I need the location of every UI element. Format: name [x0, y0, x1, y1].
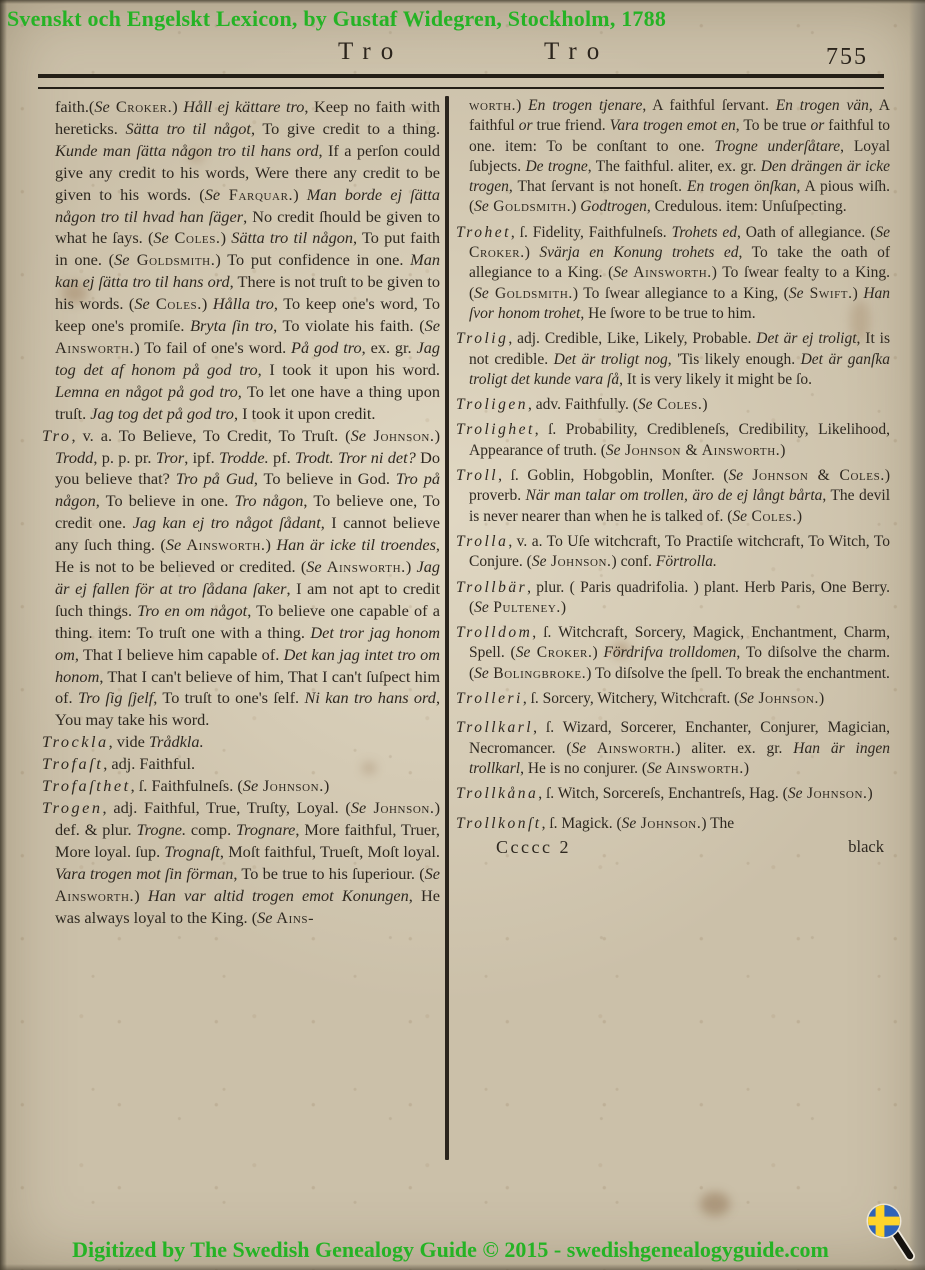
swedish-phrase: Förtrolla. — [655, 553, 717, 571]
text-run: , ſ. Fidelity, Faithfulneſs. — [510, 223, 672, 241]
dictionary-entry — [456, 466, 890, 527]
text-run: , To keep one's word, To keep one's promiſe. — [55, 294, 440, 336]
text-run: , To put faith in one. ( — [55, 228, 441, 270]
text-run: , A pious wiſh. ( — [469, 178, 891, 216]
text-run: ) — [819, 690, 825, 708]
swedish-phrase: Han är ingen trollkarl — [469, 739, 890, 777]
swedish-phrase: En trogen önſkan — [687, 178, 797, 196]
swedish-phrase: Han ſvor honom trohet — [469, 284, 891, 322]
headword: Trolig — [456, 330, 509, 348]
swedish-phrase: or — [810, 117, 825, 135]
digitization-caption-top: Svenskt och Engelskt Lexicon, by Gustaf Widegren, Stockholm, 1788 — [7, 6, 667, 31]
text-run: , ſ. Goblin, Hobgoblin, Monſter. ( — [498, 467, 729, 485]
reference: Johnson & Coles. — [743, 467, 885, 485]
text-run: , To truſt to one's ſelf. — [153, 688, 305, 708]
headword: Trollkonſt — [456, 814, 542, 832]
swedish-phrase: Tro någon — [234, 491, 304, 511]
signature-mark: Ccccc 2 — [496, 836, 571, 857]
headword: Tro — [42, 425, 72, 445]
text-run: ) — [592, 644, 604, 662]
text-run: , Oath of allegiance. ( — [737, 223, 876, 241]
text-run: ) — [780, 441, 786, 459]
text-run: ) To ſwear fealty to a King. ( — [469, 264, 890, 302]
text-run: , I cannot believe any ſuch thing. ( — [55, 513, 440, 555]
reference: Ainsworth. — [661, 759, 744, 777]
text-run: ) — [323, 776, 330, 796]
text-run: pf. — [268, 447, 295, 467]
swedish-phrase: Se — [474, 598, 489, 616]
swedish-phrase: Tro på någon — [55, 469, 440, 511]
text-run: ) conf. — [611, 553, 656, 571]
paper-stain — [700, 1192, 730, 1216]
text-columns — [42, 96, 890, 1160]
swedish-phrase: Tro en om något — [137, 600, 248, 620]
swedish-phrase: Se — [515, 644, 531, 662]
reference: Croker. — [530, 644, 593, 662]
text-run: , He is no conjurer. ( — [520, 759, 648, 777]
swedish-phrase: På god tro — [291, 337, 362, 357]
swedish-phrase: Se — [605, 441, 621, 459]
text-run: , He was always loyal to the King. ( — [55, 885, 441, 927]
text-run: , He is not to be believed or credited. ( — [55, 535, 440, 577]
swedish-phrase: Det är ej troligt — [756, 330, 857, 348]
swedish-phrase: Man kan ej ſätta tro til hans ord — [55, 250, 440, 292]
page-number: 755 — [826, 44, 868, 70]
scan-edge-right — [909, 0, 925, 1270]
text-run: ) — [134, 885, 148, 905]
text-run: , That I believe him capable of. — [74, 644, 284, 664]
text-run: , To let one have a thing upon truſt. — [55, 381, 440, 423]
text-run: , To believe one capable of a thing. item: To truſt one with a thing. — [55, 600, 440, 642]
swedish-phrase: Se — [350, 798, 367, 817]
dictionary-entry — [456, 784, 890, 804]
text-run: ) To fail of one's word. — [134, 337, 292, 357]
text-run: , Moſt faithful, Trueſt, Moſt loyal. — [219, 841, 440, 861]
text-run: , v. a. To Believe, To Credit, To Truſt. ( — [71, 425, 351, 445]
swedish-phrase: Tro på Gud — [175, 469, 254, 489]
headword: Trolighet — [456, 421, 535, 439]
text-run: ) proverb. — [469, 467, 890, 505]
swedish-phrase: Trogne. — [136, 819, 187, 839]
reference: Johnson & Ainsworth. — [620, 441, 781, 459]
scan-edge-top — [0, 0, 925, 4]
swedish-phrase: Tror — [155, 447, 185, 467]
text-run: , It is very likely it might be ſo. — [619, 370, 812, 388]
swedish-phrase: Lemna en något på god tro — [55, 381, 238, 401]
text-run: , A faithful — [469, 97, 890, 135]
text-run: ) def. & plur. — [55, 798, 440, 839]
text-run: , There is not truſt to be given to his words. ( — [55, 272, 440, 314]
swedish-phrase: Fördrifva trolldomen — [603, 644, 737, 662]
headword: Trollkåna — [456, 785, 539, 803]
dictionary-entry — [42, 753, 440, 775]
dictionary-entry — [42, 96, 440, 425]
swedish-phrase: Se — [739, 690, 754, 708]
dictionary-entry — [456, 96, 890, 218]
swedish-phrase: Håll ej kättare tro — [183, 97, 305, 116]
swedish-phrase: Den drängen är icke trogen — [469, 157, 891, 196]
text-run: , adj. Faithful, True, Truſty, Loyal. ( — [102, 798, 351, 817]
swedish-phrase: Se — [474, 198, 489, 216]
text-run: , To believe in one. — [95, 491, 235, 511]
reference: Coles. — [168, 228, 221, 248]
text-run: ) To ſwear allegiance to a King, ( — [572, 284, 789, 302]
dictionary-entry — [42, 425, 440, 732]
headword: Troll — [456, 467, 499, 485]
swedish-phrase: Se — [204, 184, 221, 204]
digitization-caption-bottom: Digitized by The Swedish Genealogy Guide © 2015 - swedishgenealogyguide.com — [72, 1237, 829, 1262]
signature-row — [456, 837, 890, 857]
swedish-phrase: Ni kan tro hans ord — [304, 688, 436, 708]
swedish-phrase: Se — [350, 425, 366, 445]
text-run: ) — [852, 284, 864, 302]
swedish-phrase: Trogne underſåtare — [714, 137, 841, 155]
reference: Goldsmith. — [488, 198, 572, 216]
swedish-phrase: Jag kan ej tro något ſådant — [132, 513, 321, 533]
swedish-phrase: Se — [637, 396, 653, 414]
text-run: ) — [172, 97, 184, 116]
text-run: , The faithful. aliter, ex. gr. — [587, 157, 761, 175]
reference: Ainsworth. — [586, 739, 676, 757]
swedish-phrase: Se — [424, 863, 440, 883]
text-run: , ſ. Sorcery, Witchery, Witchcraft. ( — [522, 690, 740, 708]
text-run: ) The — [701, 814, 735, 832]
text-run: , ſ. Faithfulneſs. ( — [130, 776, 243, 796]
text-run: ) — [560, 598, 567, 616]
headword: Trolleri — [456, 690, 523, 708]
dictionary-entry — [456, 223, 890, 324]
dictionary-entry — [456, 329, 890, 390]
reference: Pulteney. — [488, 598, 561, 616]
text-run: , To believe in God. — [253, 469, 396, 489]
swedish-phrase: Han var altid trogen emot Konungen — [147, 885, 409, 905]
headword: Trollkarl — [456, 719, 534, 737]
text-run: , v. a. To Uſe witchcraft, To Practiſe witchcraft, To Witch, To Conjure. ( — [469, 532, 890, 571]
reference: Johnson. — [753, 690, 820, 708]
reference: Ainsworth. — [181, 535, 266, 555]
reference: Ains- — [272, 907, 315, 927]
text-run: , A faithful ſervant. — [642, 97, 776, 114]
text-run: ) — [702, 396, 708, 414]
dictionary-entry — [456, 814, 890, 834]
text-run: , To take the oath of allegiance to a King. ( — [469, 244, 890, 282]
text-run: ) — [867, 785, 873, 803]
swedish-phrase: Jag är ej fallen för at tro ſådana ſaker — [55, 557, 440, 598]
reference: Johnson. — [258, 776, 324, 796]
swedish-phrase: Kunde man ſätta någon tro til hans ord — [55, 140, 319, 160]
swedish-phrase: Se — [531, 553, 547, 571]
scan-edge-bottom — [0, 1264, 925, 1270]
text-run: , It is not credible. — [469, 330, 891, 368]
reference: Goldsmith. — [129, 250, 216, 270]
swedish-phrase: Bryta ſin tro — [190, 316, 274, 336]
swedish-phrase: Godtrogen — [580, 198, 647, 216]
text-run: , More faithful, Truer, More loyal. ſup. — [55, 819, 440, 861]
text-run: ) — [743, 759, 749, 777]
text-run: , I took it upon his word. — [257, 359, 441, 379]
dictionary-entry — [456, 689, 890, 709]
text-run: faith.( — [55, 97, 95, 116]
headword: Trofaſthet — [42, 776, 131, 796]
reference: Johnson. — [366, 798, 435, 817]
text-run: , You may take his word. — [55, 688, 441, 730]
reference: Johnson. — [365, 425, 435, 445]
headword: Trofaſt — [42, 754, 104, 774]
reference: Coles. — [652, 396, 703, 414]
text-run: true friend. — [532, 117, 610, 135]
swedish-phrase: Trognaſt — [164, 841, 220, 861]
text-run: , adv. Faithfully. ( — [527, 396, 638, 414]
text-run: , I am not apt to credit ſuch things. — [55, 578, 440, 620]
reference: Coles. — [149, 294, 202, 314]
swedish-phrase: Se — [153, 228, 169, 248]
reference: Bolingbroke. — [488, 664, 587, 682]
swedish-phrase: Sätta tro til något — [125, 118, 251, 138]
swedish-phrase: Svärja en Konung trohets ed — [539, 244, 739, 262]
text-run: , To violate his faith. ( — [273, 316, 425, 336]
swedish-phrase: Se — [732, 507, 748, 525]
text-run: , ipf. — [184, 447, 220, 467]
text-run: , p. p. pr. — [93, 447, 156, 467]
headword: Trolldom — [456, 624, 533, 642]
text-run: , Loyal ſubjects. — [469, 137, 890, 175]
swedish-phrase: Se — [114, 250, 130, 270]
reference: Ainsworth. — [627, 264, 712, 282]
text-run: ) — [201, 294, 213, 314]
text-run: , To be true to his ſuperiour. ( — [233, 863, 425, 883]
swedish-phrase: De trogne — [525, 157, 588, 175]
reference: Johnson. — [802, 785, 868, 803]
header-rule — [38, 74, 884, 89]
right-column-entries — [456, 96, 890, 834]
text-run: , Keep no faith with hereticks. — [55, 97, 440, 138]
text-run: ) — [293, 184, 307, 204]
text-run: ) — [220, 228, 232, 248]
text-run: ) — [516, 97, 529, 114]
dictionary-entry — [456, 718, 890, 779]
text-run: , To diſsolve the charm. ( — [469, 644, 891, 682]
swedish-phrase: Se — [165, 535, 182, 555]
text-run: , He ſwore to be true to him. — [580, 304, 756, 322]
reference: worth. — [469, 97, 517, 114]
headword: Trolla — [456, 532, 509, 550]
swedish-phrase: Se — [94, 97, 110, 116]
swedish-phrase: Se — [257, 907, 273, 927]
headword: Trollbär — [456, 578, 528, 596]
text-run: ) — [571, 198, 581, 216]
text-run: , plur. ( Paris quadrifolia. ) plant. Herb Paris, One Berry. ( — [469, 578, 890, 616]
swedish-phrase: Se — [306, 557, 322, 577]
text-run: ) — [265, 535, 277, 555]
text-run: ) — [524, 244, 540, 262]
text-run: ) — [796, 507, 803, 525]
text-run: , If a perſon could give any credit to his words, Were there any credit to be given to his words. ( — [55, 140, 440, 204]
swedish-phrase: Det tror jag honom om — [55, 622, 440, 664]
swedish-phrase: Han är icke til troendes — [276, 535, 436, 555]
swedish-phrase: Se — [474, 664, 489, 682]
swedish-phrase: Sätta tro til någon — [231, 228, 354, 248]
headword: Trohet — [456, 223, 511, 241]
swedish-phrase: En trogen vän — [775, 97, 869, 114]
text-run: , Credulous. item: Unſuſpecting. — [646, 198, 847, 216]
left-column — [42, 96, 440, 928]
text-run: , ſ. Witchcraft, Sorcery, Magick, Enchantment, Charm, Spell. ( — [469, 624, 890, 662]
text-run: comp. — [186, 819, 236, 839]
swedish-flag-magnifier-icon — [860, 1198, 918, 1264]
swedish-phrase: Se — [875, 223, 890, 241]
reference: Croker. — [469, 244, 525, 262]
reference: Farquar. — [220, 184, 294, 204]
swedish-phrase: Se — [424, 316, 440, 336]
swedish-phrase: Se — [571, 739, 587, 757]
swedish-phrase: Trodd — [55, 447, 94, 467]
right-column — [456, 96, 890, 857]
swedish-phrase: Tro ſig ſjelf — [78, 688, 154, 708]
swedish-phrase: Vara trogen emot en — [609, 117, 736, 135]
swedish-phrase: Se — [788, 284, 804, 302]
headword: Trockla — [42, 732, 109, 752]
dictionary-entry — [456, 395, 890, 415]
swedish-phrase: Trohets ed — [671, 223, 738, 241]
text-run: ) To put confidence in one. — [215, 250, 411, 270]
swedish-phrase: När man talar om trollen, äro de ej långt bårta — [525, 487, 823, 505]
swedish-phrase: Trodt. — [294, 447, 334, 467]
reference: Ainsworth. — [55, 337, 135, 357]
text-run: , No credit ſhould be given to what he ſays. ( — [55, 206, 440, 248]
running-title-right: Tro — [544, 38, 610, 65]
text-run: ) — [434, 425, 440, 445]
text-run: , The devil is never nearer than when he is talked of. ( — [469, 487, 891, 525]
swedish-phrase: Se — [647, 759, 662, 777]
reference: Johnson. — [636, 814, 702, 832]
reference: Johnson. — [546, 553, 612, 571]
text-run: , ſ. Wizard, Sorcerer, Enchanter, Conjurer, Magician, Necromancer. ( — [469, 719, 890, 757]
headword: Trogen — [42, 798, 103, 817]
swedish-phrase: Trognare — [236, 819, 296, 839]
swedish-phrase: En trogen tjenare — [528, 97, 643, 114]
catchword: black — [848, 836, 884, 856]
swedish-phrase: Se — [134, 294, 150, 314]
text-run: ) — [405, 557, 417, 577]
swedish-phrase: Det är troligt nog — [553, 350, 668, 368]
text-run: , ex. gr. — [361, 337, 417, 357]
dictionary-entry — [456, 532, 890, 573]
swedish-phrase: Vara trogen mot ſin förman — [55, 863, 234, 883]
dictionary-entry — [456, 623, 890, 684]
swedish-phrase: Se — [728, 467, 744, 485]
reference: Ainsworth. — [55, 885, 135, 905]
swedish-phrase: Se — [474, 284, 489, 302]
swedish-phrase: Det kan jag intet tro om honom — [55, 644, 440, 686]
column-divider — [445, 96, 449, 1160]
swedish-phrase: or — [518, 117, 533, 135]
text-run: , That I can't believe of him, That I can't ſuſpect him of. — [55, 666, 440, 708]
text-run: , 'Tis likely enough. — [667, 350, 801, 368]
headword: Troligen — [456, 396, 528, 414]
swedish-phrase: Det är ganſka troligt det kunde vara ſå — [469, 350, 890, 388]
text-run: faithful to one. item: To be conſtant to one. — [469, 117, 891, 155]
reference: Ainsworth. — [321, 557, 406, 577]
dictionary-entry — [42, 797, 440, 928]
text-run: ) aliter. ex. gr. — [675, 739, 794, 757]
swedish-phrase: Se — [621, 814, 637, 832]
swedish-phrase: Tror ni det? — [338, 447, 416, 467]
reference: Goldsmith. — [488, 284, 573, 302]
swedish-phrase: Jag tog det af honom på god tro — [55, 337, 440, 379]
text-run: , ſ. Magick. ( — [541, 814, 622, 832]
swedish-phrase: Trodde. — [219, 447, 269, 467]
text-run: ) To diſsolve the ſpell. To break the enchantment. — [586, 664, 890, 682]
swedish-phrase: Se — [613, 264, 628, 282]
text-run: , To believe one, To credit one. — [55, 491, 440, 533]
text-run: , adj. Credible, Like, Likely, Probable. — [508, 330, 757, 348]
reference: Coles. — [747, 507, 797, 525]
text-run: , ſ. Probability, Credibleneſs, Credibility, Likelihood, Appearance of truth. ( — [469, 421, 890, 459]
dictionary-entry — [456, 578, 890, 619]
text-run: , ſ. Witch, Sorcereſs, Enchantreſs, Hag. ( — [538, 785, 788, 803]
text-run: , vide — [108, 732, 149, 752]
dictionary-entry — [456, 420, 890, 461]
scan-edge-left — [0, 0, 7, 1270]
swedish-phrase: Se — [242, 776, 259, 796]
text-run: , adj. Faithful. — [103, 754, 196, 774]
reference: Swift. — [803, 284, 853, 302]
swedish-phrase: Se — [787, 785, 803, 803]
running-title-left: Tro — [338, 38, 404, 65]
swedish-phrase: Jag tog det på god tro — [90, 403, 234, 423]
text-run: , To be true — [735, 117, 811, 135]
text-run: , To give credit to a thing. — [250, 118, 441, 138]
swedish-phrase: Man borde ej ſätta någon tro til hvad han ſäger — [55, 184, 440, 226]
swedish-phrase: Trådkla. — [148, 732, 204, 752]
dictionary-entry — [42, 731, 440, 753]
dictionary-entry — [42, 775, 440, 797]
text-run: , I took it upon credit. — [233, 403, 376, 423]
text-run: Do you believe that? — [55, 447, 440, 489]
swedish-phrase: Hålla tro — [212, 294, 274, 314]
text-run: , That ſervant is not honeſt. — [508, 178, 688, 196]
reference: Croker. — [109, 97, 173, 116]
